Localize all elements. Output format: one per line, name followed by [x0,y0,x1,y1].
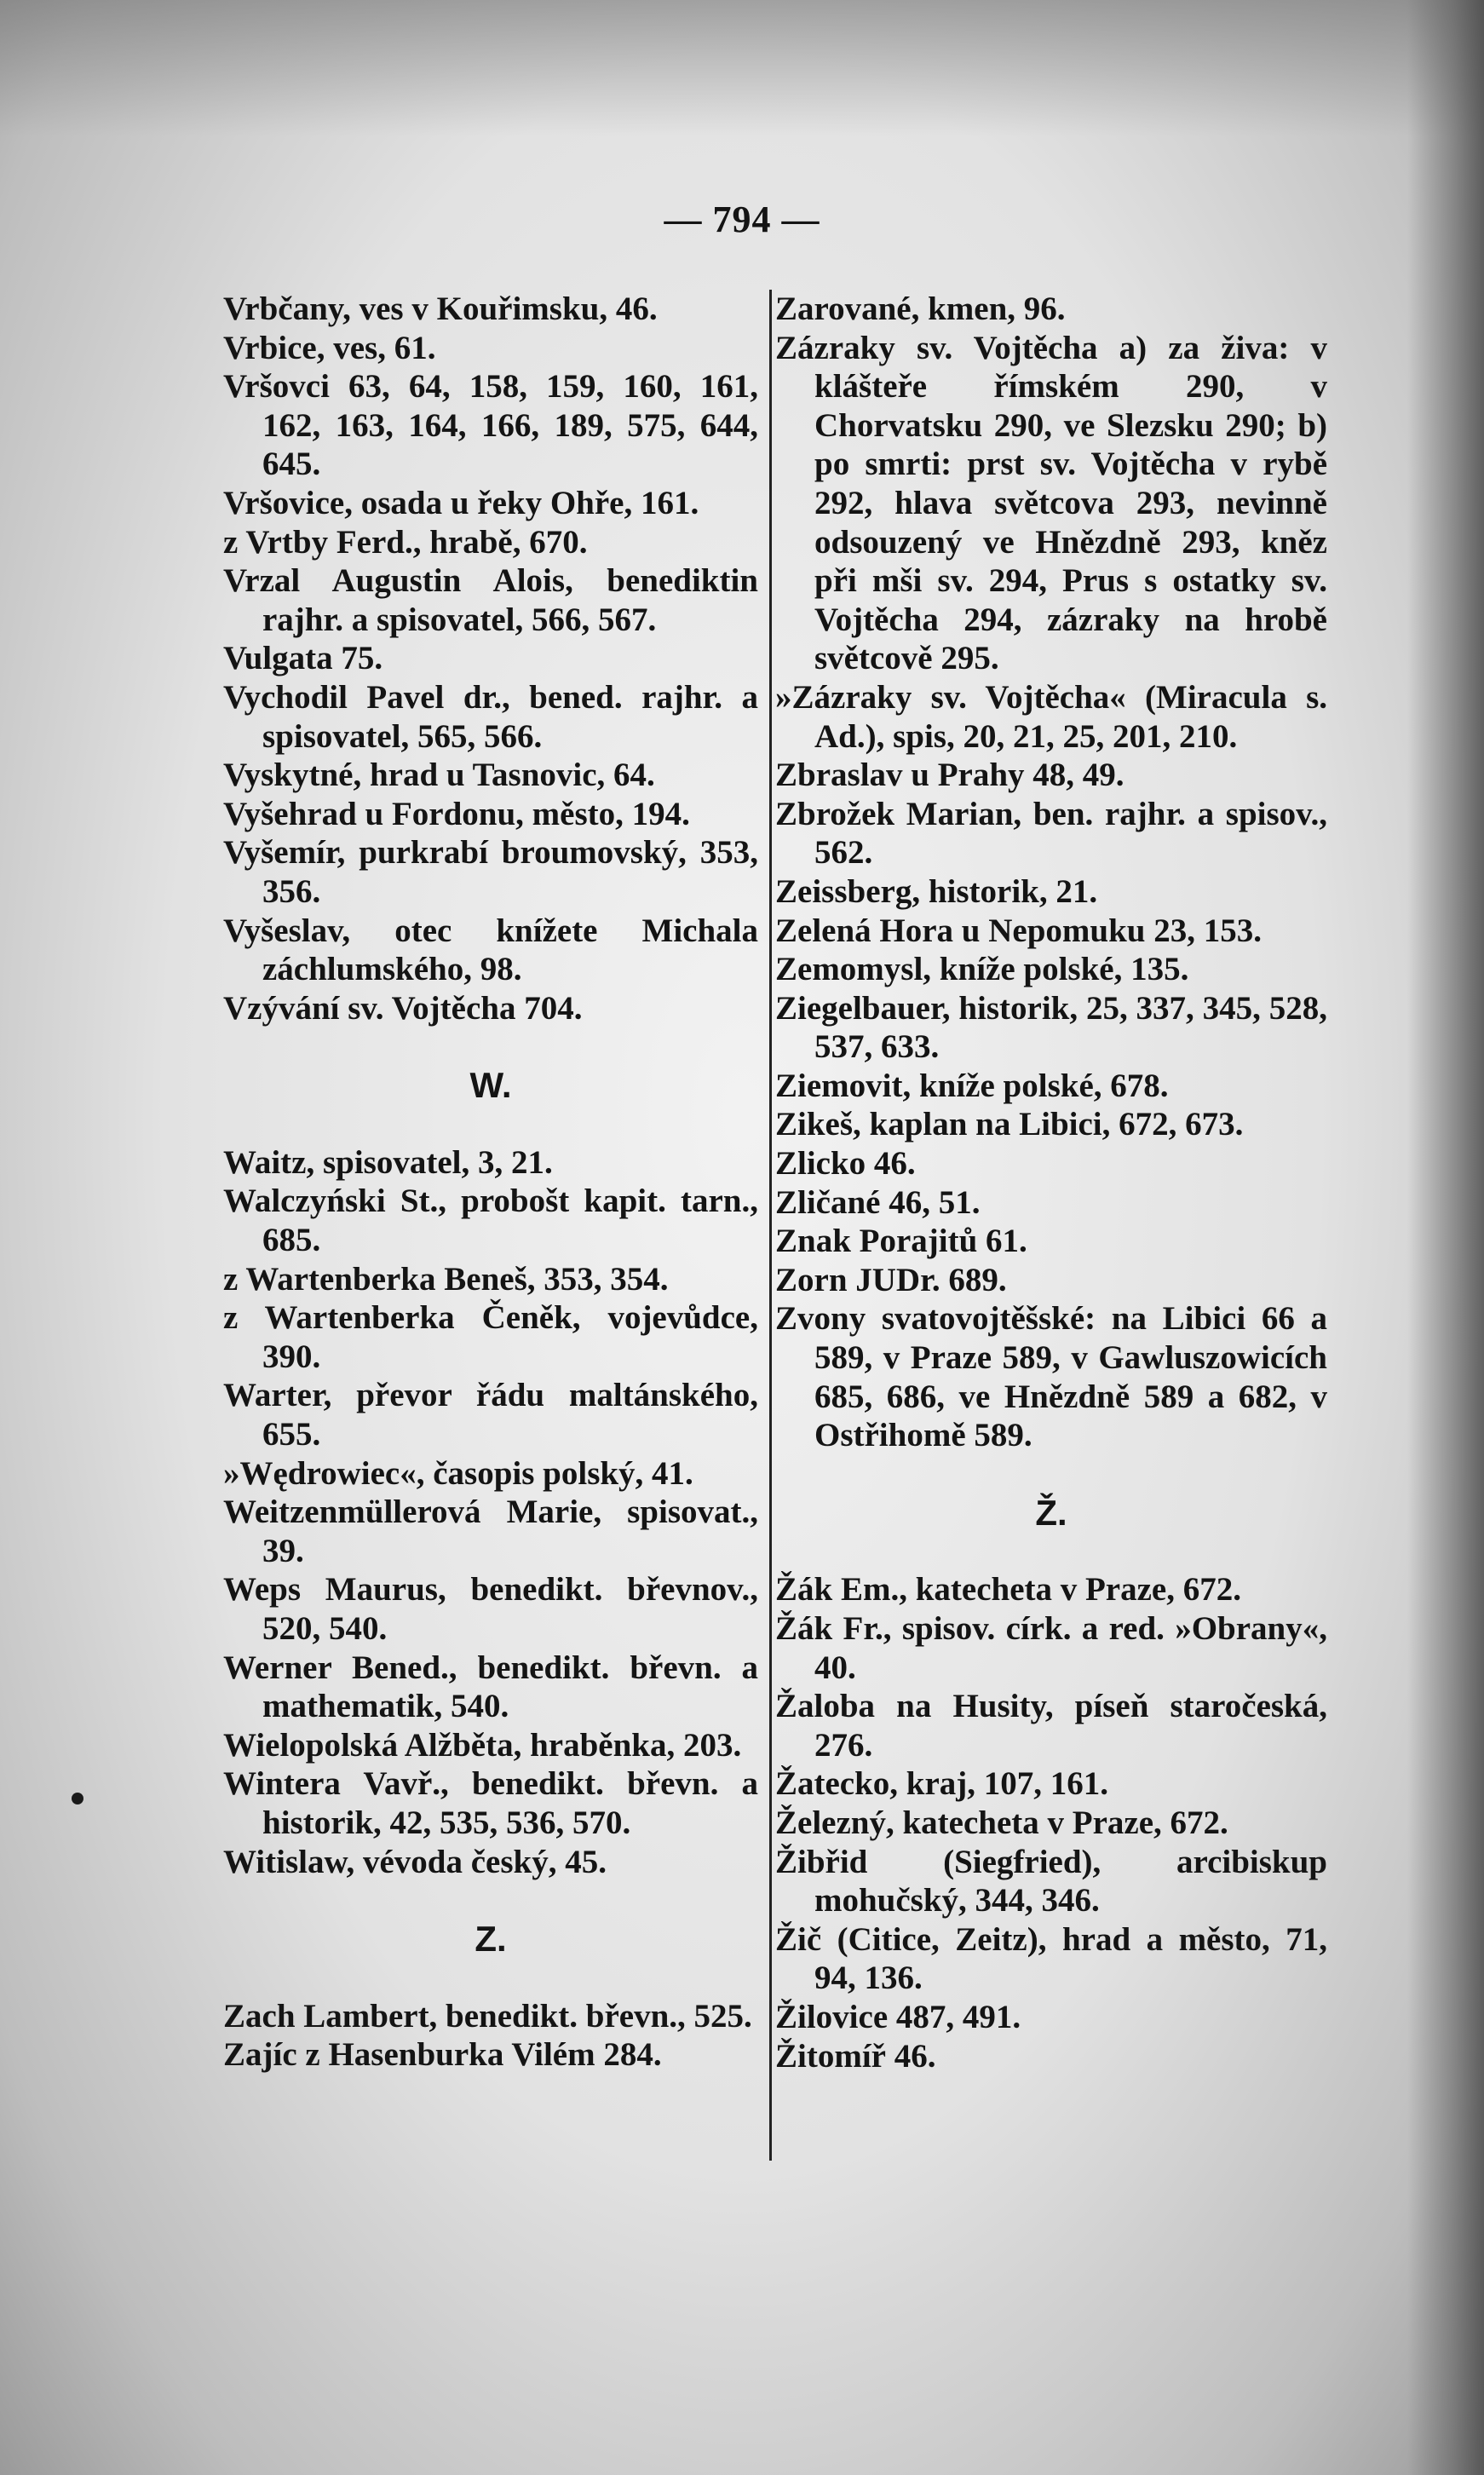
index-entry: Vyšemír, purkrabí broumovský, 353, 356. [223,834,758,910]
entries-w [223,1143,758,1881]
index-entry: Zbrožek Marian, ben. rajhr. a spisov., 562. [775,795,1327,872]
index-entry: Warter, převor řádu maltánského, 655. [223,1377,758,1453]
index-entry: Žibřid (Siegfried), arcibiskup mohučský, 344, 346. [775,1843,1327,1920]
index-entry: Zikeš, kaplan na Libici, 672, 673. [775,1106,1244,1143]
index-entry: Zlicko 46. [775,1145,916,1183]
index-entry: Walczyński St., probošt kapit. tarn., 685. [223,1183,758,1259]
index-entry: Zach Lambert, benedikt. břevn., 525. [223,1997,752,2035]
index-entry: Ziegelbauer, historik, 25, 337, 345, 528, 537, 633. [775,989,1327,1066]
index-entry: Zajíc z Hasenburka Vilém 284. [223,2036,662,2074]
index-entry: z Wartenberka Beneš, 353, 354. [223,1260,669,1298]
index-entry: Vrbice, ves, 61. [223,329,436,366]
index-entry: Vrbčany, ves v Kouřimsku, 46. [223,291,658,327]
index-entry: Zelená Hora u Nepomuku 23, 153. [775,912,1262,949]
index-entry: Vršovci 63, 64, 158, 159, 160, 161, 162, 163, 164, 166, 189, 575, 644, 645. [223,368,758,483]
index-entry: Žitomíř 46. [775,2037,936,2075]
index-entry: Zemomysl, kníže polské, 135. [775,951,1189,988]
index-entry: Werner Bened., benedikt. břevn. a mathematik, 540. [223,1649,758,1725]
index-entry: »Wędrowiec«, časopis polský, 41. [223,1454,693,1492]
index-entry: Vulgata 75. [223,640,383,677]
index-entry: Žatecko, kraj, 107, 161. [775,1765,1109,1803]
left-column [223,290,758,2075]
column-divider [769,290,772,2161]
index-entry: Zličané 46, 51. [775,1183,981,1221]
index-entry: Vzývání sv. Vojtěcha 704. [223,989,583,1027]
page-edge-shadow [1407,0,1484,2475]
index-entry: z Vrtby Ferd., hrabě, 670. [223,523,588,561]
index-entry: Vršovice, osada u řeky Ohře, 161. [223,484,699,521]
entries-v [223,290,758,1027]
index-entry: Vyskytné, hrad u Tasnovic, 64. [223,757,655,794]
index-entry: Železný, katecheta v Praze, 672. [775,1804,1228,1841]
index-entry: Žilovice 487, 491. [775,1998,1021,2035]
index-entry: Zbraslav u Prahy 48, 49. [775,757,1125,794]
index-entry: Weps Maurus, benedikt. břevnov., 520, 540. [223,1571,758,1647]
index-entry: Wielopolská Alžběta, hraběnka, 203. [223,1726,742,1764]
index-entry: Žič (Citice, Zeitz), hrad a město, 71, 94, 136. [775,1920,1327,1997]
index-entry: Zvony svatovojtěšské: na Libici 66 a 589, v Praze 589, v Gawluszowicích 685, 686, ve Hnězdně 589 a 682, v Ostřihomě 589. [775,1300,1327,1454]
index-entry: z Wartenberka Čeněk, vojevůdce, 390. [223,1299,758,1375]
entries-zh [775,1570,1327,2075]
index-entry: Žaloba na Husity, píseň staročeská, 276. [775,1688,1327,1764]
index-entry: »Zázraky sv. Vojtěcha« (Miracula s. Ad.), spis, 20, 21, 25, 201, 210. [775,678,1327,755]
index-entry: Vychodil Pavel dr., bened. rajhr. a spisovatel, 565, 566. [223,678,758,755]
page-top-shadow [0,0,1484,136]
entries-z-left [223,1997,758,2075]
index-entry: Wintera Vavř., benedikt. břevn. a historik, 42, 535, 536, 570. [223,1765,758,1841]
ink-spot [72,1793,83,1804]
right-column [775,290,1327,2075]
entries-z-right [775,290,1327,1455]
page-number: — 794 — [664,199,820,240]
index-entry: Zorn JUDr. 689. [775,1261,1007,1298]
index-entry: Zázraky sv. Vojtěcha a) za živa: v klášteře římském 290, v Chorvatsku 290, ve Slezsku 290; b) po smrti: prst sv. Vojtěcha v rybě 292, hlava světcova 293, nevinně odsouzený ve Hnězdně 293, kněz při mši sv. 294, Prus s ostatky sv. Vojtěcha 294, zázraky na hrobě světcově 295. [775,329,1327,677]
index-entry: Vyšehrad u Fordonu, město, 194. [223,795,690,832]
index-entry: Ziemovit, kníže polské, 678. [775,1067,1169,1104]
section-heading-zh: Ž. [1035,1492,1067,1533]
index-entry: Vrzal Augustin Alois, benediktin rajhr. a spisovatel, 566, 567. [223,562,758,638]
index-entry: Zarované, kmen, 96. [775,291,1066,327]
index-entry: Weitzenmüllerová Marie, spisovat., 39. [223,1494,758,1569]
index-entry: Waitz, spisovatel, 3, 21. [223,1143,553,1181]
index-entry: Witislaw, vévoda český, 45. [223,1843,607,1880]
index-entry: Žák Fr., spisov. círk. a red. »Obrany«, 40. [775,1610,1327,1686]
index-entry: Zeissberg, historik, 21. [775,872,1098,910]
section-heading-w: W. [469,1065,512,1106]
section-heading-z: Z. [475,1919,507,1960]
index-entry: Znak Porajitů 61. [775,1223,1027,1260]
index-entry: Vyšeslav, otec knížete Michala záchlumského, 98. [223,912,758,988]
index-entry: Žák Em., katecheta v Praze, 672. [775,1571,1241,1609]
